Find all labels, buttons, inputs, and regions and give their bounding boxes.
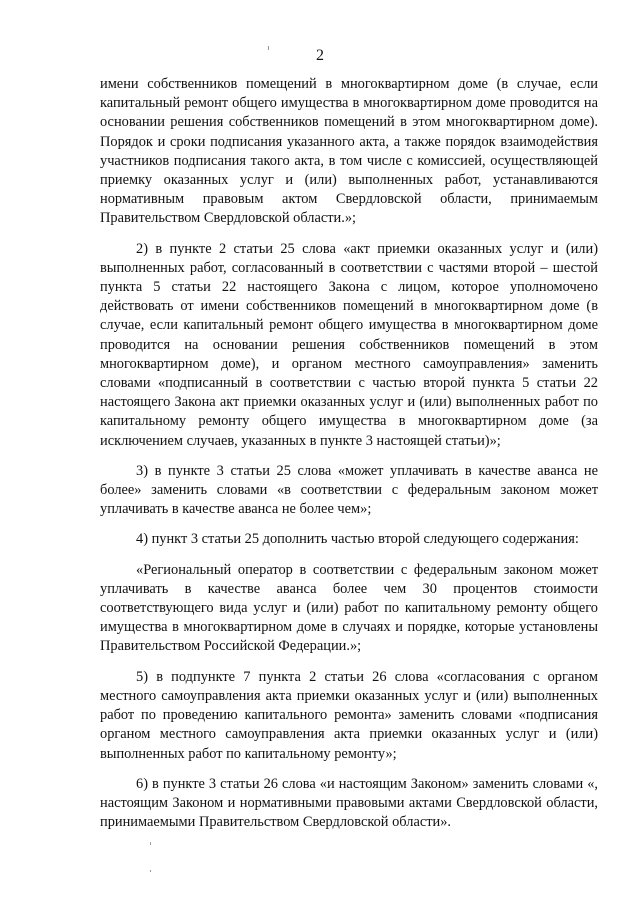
- paragraph-item-4: 4) пункт 3 статьи 25 дополнить частью второй следующего содержания:: [136, 531, 579, 548]
- page-number: 2: [316, 47, 324, 64]
- document-body: [100, 75, 598, 832]
- paragraph-item-2: 2) в пункте 2 статьи 25 слова «акт приемки оказанных услуг и (или) выполненных работ, согласованный в соответствии с частями второй – шестой пункта 5 статьи 22 настоящего Закона с лицом, которое уполномочено действовать от имени собственников помещений в многоквартирном доме (в случае, если капитальный ремонт общего имущества в многоквартирном доме проводится на основании решения собственников помещений в этом многоквартирном доме), и органом местного самоуправления» заменить словами «подписанный в соответствии с частью второй пункта 5 статьи 22 настоящего Закона акт приемки оказанных услуг и (или) выполненных работ по капитальному ремонту общего имущества в многоквартирном доме (за исключением случаев, указанных в пункте 3 настоящей статьи)»;: [100, 240, 598, 449]
- paragraph-quoted-text: «Региональный оператор в соответствии с федеральным законом может уплачивать в качестве аванса более чем 30 процентов стоимости соответствующего вида услуг и (или) работ по капитальному ремонту общего имущества в многоквартирном доме в случаях и порядке, которые установлены Правительством Российской Федерации.»;: [100, 561, 598, 655]
- scan-speck: [268, 46, 269, 50]
- scan-speck: [150, 842, 151, 845]
- scan-speck: [150, 870, 151, 872]
- paragraph-item-5: 5) в подпункте 7 пункта 2 статьи 26 слова «согласования с органом местного самоуправления акта приемки оказанных услуг и (или) выполненных работ по проведению капитального ремонта» заменить словами «подписания органом местного самоуправления акта приемки оказанных услуг и (или) выполненных работ по капитальному ремонту»;: [100, 668, 598, 762]
- paragraph-continuation: имени собственников помещений в многоквартирном доме (в случае, если капитальный ремонт общего имущества в многоквартирном доме проводится на основании решения собственников помещений в этом многоквартирном доме). Порядок и сроки подписания указанного акта, а также порядок взаимодействия участников подписания такого акта, в том числе с комиссией, осуществляющей приемку оказанных услуг и (или) выполненных работ, устанавливаются нормативным правовым актом Свердловской области, принимаемым Правительством Свердловской области.»;: [100, 76, 598, 227]
- paragraph-item-3: 3) в пункте 3 статьи 25 слова «может уплачивать в качестве аванса не более» заменить словами «в соответствии с федеральным законом может уплачивать в качестве аванса не более чем»;: [100, 462, 598, 518]
- paragraph-item-6: 6) в пункте 3 статьи 26 слова «и настоящим Законом» заменить словами «, настоящим Законом и нормативными правовыми актами Свердловской области, принимаемыми Правительством Свердловской области».: [100, 775, 598, 831]
